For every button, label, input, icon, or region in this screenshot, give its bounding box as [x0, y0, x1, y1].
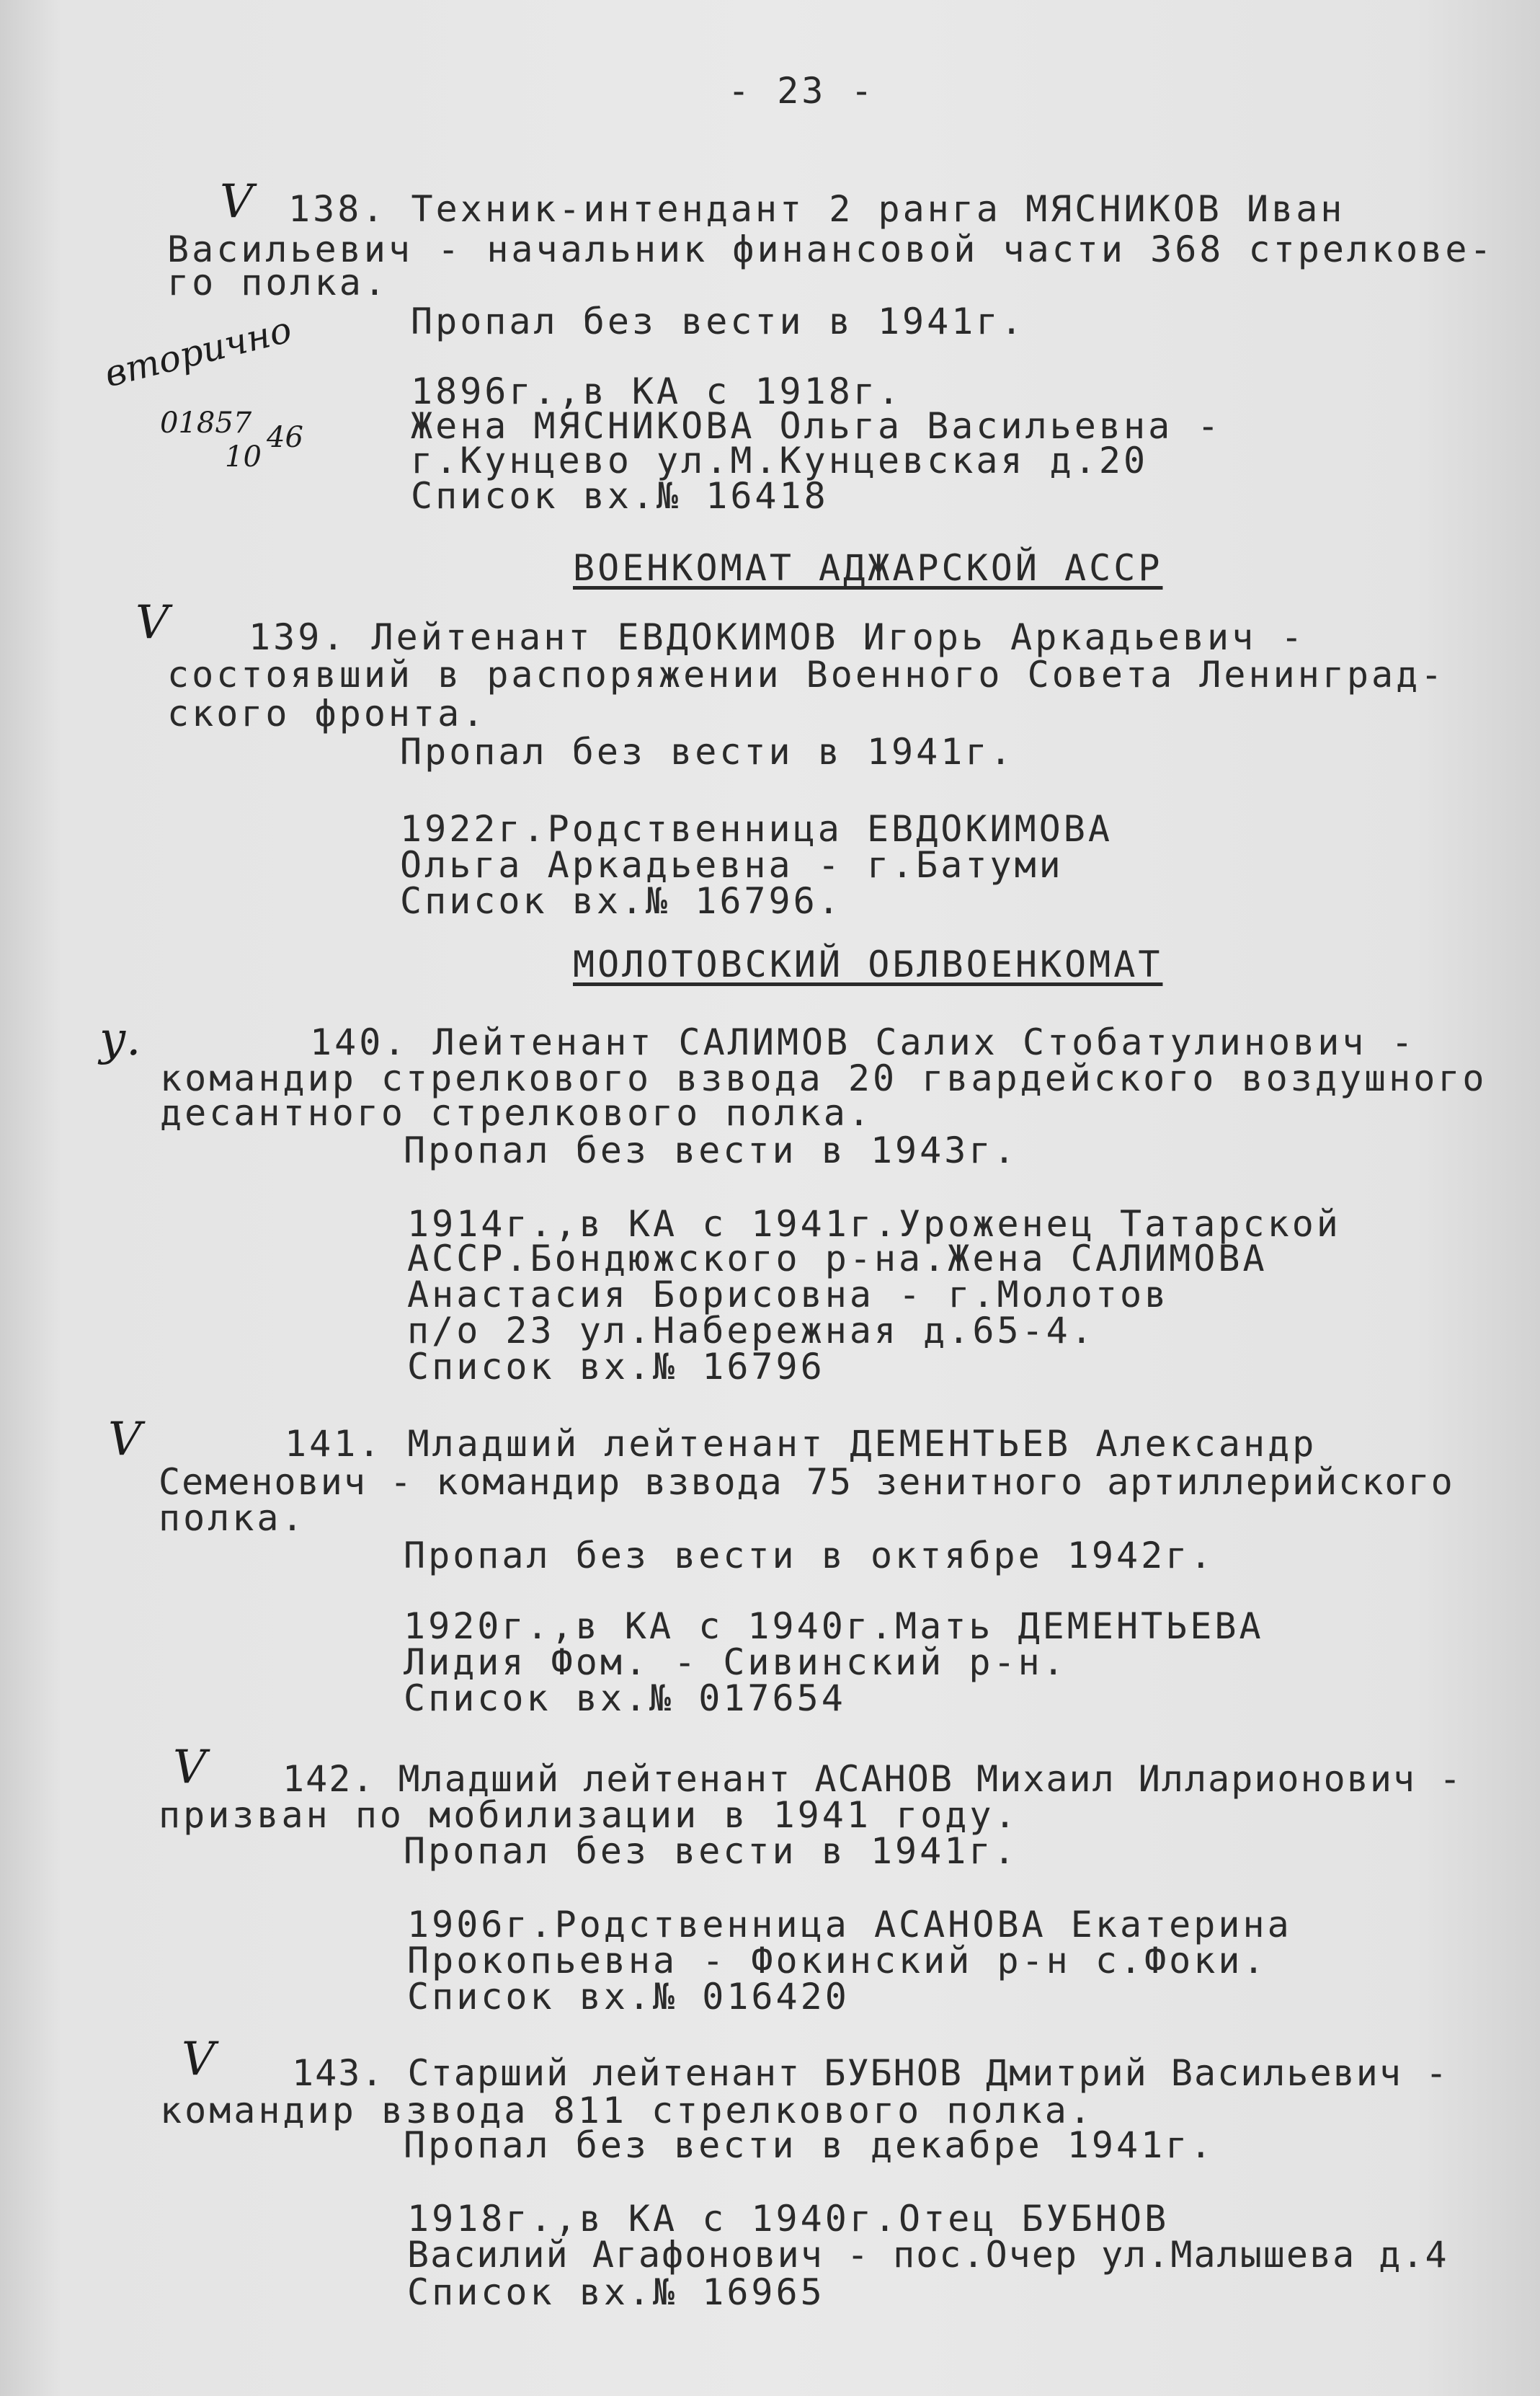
margin-note-ref-number: 01857 [160, 407, 252, 440]
entry-detail: Прокопьевна - Фокинский р-н с.Фоки. [407, 1940, 1268, 1982]
entry-detail: 1896г.,в КА с 1918г. [411, 371, 903, 412]
section-heading: ВОЕНКОМАТ АДЖАРСКОЙ АССР [573, 547, 1163, 589]
entry-status: Пропал без вести в 1941г. [404, 1830, 1018, 1872]
entry-status: Пропал без вести в декабре 1941г. [404, 2124, 1215, 2166]
entry-text: командир взвода 811 стрелкового полка. [160, 2090, 1094, 2131]
entry-first-line: 139. Лейтенант ЕВДОКИМОВ Игорь Аркадьевич - [249, 616, 1306, 658]
entry-detail: Список вх.№ 016420 [407, 1976, 850, 2018]
entry-status: Пропал без вести в 1943г. [404, 1130, 1018, 1171]
entry-text: полка. [159, 1497, 306, 1539]
entry-text: состоявший в распоряжении Военного Совета Ленинград- [167, 654, 1446, 696]
entry-detail: 1906г.Родственница АСАНОВА Екатерина [407, 1904, 1292, 1945]
entry-detail: Список вх.№ 16796. [400, 880, 842, 922]
entry-detail: 1918г.,в КА с 1940г.Отец БУБНОВ [407, 2198, 1170, 2240]
margin-note-vtorichno: вторично [100, 308, 296, 396]
entry-first-line: 142. Младший лейтенант АСАНОВ Михаил Илларионович - [282, 1758, 1463, 1800]
entry-text: го полка. [167, 262, 388, 303]
entry-detail: Список вх.№ 16796 [407, 1346, 825, 1388]
entry-detail: АССР.Бондюжского р-на.Жена САЛИМОВА [407, 1238, 1268, 1279]
check-mark: V [173, 1741, 207, 1794]
entry-text: командир стрелкового взвода 20 гвардейского воздушного [160, 1057, 1487, 1099]
entry-detail: Жена МЯСНИКОВА Ольга Васильевна - [411, 405, 1222, 447]
entry-detail: 1920г.,в КА с 1940г.Мать ДЕМЕНТЬЕВА [404, 1605, 1264, 1647]
entry-first-line: 141. Младший лейтенант ДЕМЕНТЬЕВ Александр [285, 1423, 1317, 1465]
entry-detail: Василий Агафонович - пос.Очер ул.Малышева д.4 [407, 2234, 1448, 2276]
check-mark: V [182, 2033, 215, 2086]
section-heading: МОЛОТОВСКИЙ ОБЛВОЕНКОМАТ [573, 944, 1163, 985]
entry-first-line: 143. Старший лейтенант БУБНОВ Дмитрий Васильевич - [292, 2052, 1449, 2094]
entry-text: призван по мобилизации в 1941 году. [159, 1794, 1019, 1836]
entry-detail: Список вх.№ 017654 [404, 1677, 846, 1719]
entry-detail: г.Кунцево ул.М.Кунцевская д.20 [411, 440, 1149, 482]
check-mark: V [220, 175, 254, 228]
entry-text: Семенович - командир взвода 75 зенитного артиллерийского [159, 1461, 1454, 1503]
margin-note-ref-sub: 46 [267, 421, 303, 454]
entry-status: Пропал без вести в октябре 1942г. [404, 1535, 1215, 1576]
entry-detail: Список вх.№ 16965 [407, 2271, 825, 2313]
entry-detail: Ольга Аркадьевна - г.Батуми [400, 844, 1064, 886]
entry-detail: 1922г.Родственница ЕВДОКИМОВА [400, 808, 1113, 850]
entry-first-line: 140. Лейтенант САЛИМОВ Салих Стобатулинович - [310, 1021, 1416, 1063]
entry-first-line: 138. Техник-интендант 2 ранга МЯСНИКОВ Иван [288, 188, 1345, 230]
entry-detail: Лидия Фом. - Сивинский р-н. [404, 1641, 1067, 1683]
y-mark: у. [99, 1013, 141, 1066]
entry-text: десантного стрелкового полка. [160, 1092, 873, 1134]
entry-text: ского фронта. [167, 693, 487, 735]
entry-status: Пропал без вести в 1941г. [400, 731, 1015, 773]
check-mark: V [108, 1413, 142, 1466]
entry-detail: п/о 23 ул.Набережная д.65-4. [407, 1310, 1095, 1352]
entry-detail: Список вх.№ 16418 [411, 475, 829, 517]
entry-status: Пропал без вести в 1941г. [411, 301, 1025, 342]
entry-text: Васильевич - начальник финансовой части 368 стрелкове- [167, 228, 1495, 270]
entry-detail: 1914г.,в КА с 1941г.Уроженец Татарской [407, 1203, 1341, 1245]
entry-detail: Анастасия Борисовна - г.Молотов [407, 1274, 1170, 1315]
check-mark: V [135, 596, 169, 649]
margin-note-ref-bottom: 10 [225, 440, 262, 474]
page-number: - 23 - [728, 70, 876, 112]
